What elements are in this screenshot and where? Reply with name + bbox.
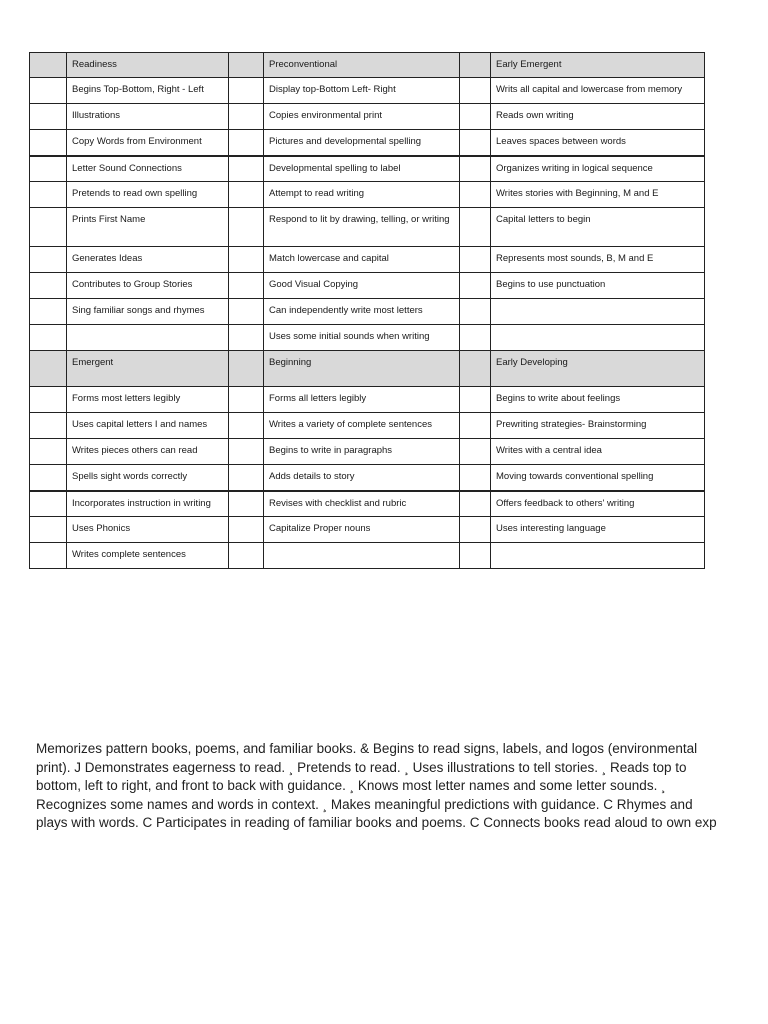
table-row <box>30 517 705 543</box>
checkbox-cell <box>30 439 67 465</box>
skill-cell: Uses interesting language <box>491 517 705 543</box>
skill-cell: Begins to write about feelings <box>491 387 705 413</box>
checkbox-cell <box>229 439 264 465</box>
reading-behaviors-paragraph: Memorizes pattern books, poems, and familiar books. & Begins to read signs, labels, and logos (environmental print). J Demonstrates eagerness to read. ¸ Pretends to read. ¸ Uses illustrations to tell stories. ¸ Reads top to bottom, left to right, and front to back with guidance. ¸ Knows most letter names and some letter sounds. ¸ Recognizes some names and words in context. ¸ Makes meaningful predictions with guidance. C Rhymes and plays with words. C Participates in reading of familiar books and poems. C Connects books read aloud to own exp <box>36 741 717 830</box>
checkbox-cell <box>460 517 491 543</box>
skill-cell: Match lowercase and capital <box>264 247 460 273</box>
checkbox-cell <box>229 208 264 247</box>
checkbox-cell <box>30 517 67 543</box>
checkbox-cell <box>460 273 491 299</box>
skill-cell: Begins Top-Bottom, Right - Left <box>67 78 229 104</box>
checkbox-cell <box>30 273 67 299</box>
checkbox-cell <box>229 517 264 543</box>
skill-cell: Writes pieces others can read <box>67 439 229 465</box>
skill-cell: Adds details to story <box>264 465 460 491</box>
checkbox-cell <box>460 156 491 182</box>
table-row <box>30 208 705 247</box>
table-row <box>30 156 705 182</box>
skill-cell: Letter Sound Connections <box>67 156 229 182</box>
checkbox-cell <box>229 156 264 182</box>
stage-heading: Emergent <box>67 351 229 387</box>
checkbox-cell <box>229 130 264 156</box>
checkbox-cell <box>30 208 67 247</box>
skill-cell: Prints First Name <box>67 208 229 247</box>
checkbox-cell <box>229 351 264 387</box>
skill-cell: Can independently write most letters <box>264 299 460 325</box>
skill-cell: Reads own writing <box>491 104 705 130</box>
skill-cell: Uses capital letters I and names <box>67 413 229 439</box>
table-row <box>30 439 705 465</box>
checkbox-cell <box>229 465 264 491</box>
checkbox-cell <box>229 273 264 299</box>
checkbox-cell <box>460 104 491 130</box>
table-row <box>30 182 705 208</box>
checkbox-cell <box>30 325 67 351</box>
stage-heading: Preconventional <box>264 53 460 78</box>
skill-cell: Developmental spelling to label <box>264 156 460 182</box>
skill-cell: Begins to write in paragraphs <box>264 439 460 465</box>
checkbox-cell <box>460 130 491 156</box>
skill-cell: Prewriting strategies- Brainstorming <box>491 413 705 439</box>
skill-cell: Respond to lit by drawing, telling, or writing <box>264 208 460 247</box>
checkbox-cell <box>30 130 67 156</box>
checkbox-cell <box>460 299 491 325</box>
checkbox-cell <box>460 491 491 517</box>
checkbox-cell <box>30 413 67 439</box>
table-row <box>30 273 705 299</box>
checkbox-cell <box>30 78 67 104</box>
checkbox-cell <box>30 351 67 387</box>
checkbox-cell <box>229 413 264 439</box>
checkbox-cell <box>30 247 67 273</box>
skill-cell: Writes a variety of complete sentences <box>264 413 460 439</box>
skill-cell: Generates Ideas <box>67 247 229 273</box>
table-row <box>30 299 705 325</box>
skill-cell: Incorporates instruction in writing <box>67 491 229 517</box>
checkbox-cell <box>460 543 491 569</box>
skill-cell: Contributes to Group Stories <box>67 273 229 299</box>
checkbox-cell <box>229 491 264 517</box>
skill-cell: Copies environmental print <box>264 104 460 130</box>
skill-cell: Uses Phonics <box>67 517 229 543</box>
checkbox-cell <box>460 247 491 273</box>
checkbox-cell <box>229 182 264 208</box>
skill-cell: Writes stories with Beginning, M and E <box>491 182 705 208</box>
table-row <box>30 465 705 491</box>
checkbox-cell <box>229 387 264 413</box>
skill-cell: Organizes writing in logical sequence <box>491 156 705 182</box>
checkbox-cell <box>30 156 67 182</box>
skill-cell: Spells sight words correctly <box>67 465 229 491</box>
skill-cell: Sing familiar songs and rhymes <box>67 299 229 325</box>
checkbox-cell <box>460 53 491 78</box>
checkbox-cell <box>460 208 491 247</box>
checkbox-cell <box>229 299 264 325</box>
table-row <box>30 130 705 156</box>
checkbox-cell <box>460 387 491 413</box>
checkbox-cell <box>460 439 491 465</box>
checkbox-cell <box>30 104 67 130</box>
checkbox-cell <box>229 325 264 351</box>
table-row <box>30 387 705 413</box>
table-row <box>30 247 705 273</box>
skill-cell: Writes with a central idea <box>491 439 705 465</box>
checkbox-cell <box>460 325 491 351</box>
skill-cell <box>491 325 705 351</box>
skill-cell: Forms most letters legibly <box>67 387 229 413</box>
skill-cell <box>264 543 460 569</box>
skill-cell: Capital letters to begin <box>491 208 705 247</box>
skill-cell: Attempt to read writing <box>264 182 460 208</box>
checkbox-cell <box>460 78 491 104</box>
checkbox-cell <box>30 299 67 325</box>
table-row <box>30 543 705 569</box>
stage-heading: Beginning <box>264 351 460 387</box>
skill-cell: Pretends to read own spelling <box>67 182 229 208</box>
checkbox-cell <box>30 53 67 78</box>
checkbox-cell <box>30 465 67 491</box>
checkbox-cell <box>30 491 67 517</box>
checkbox-cell <box>460 351 491 387</box>
skill-cell: Leaves spaces between words <box>491 130 705 156</box>
checkbox-cell <box>460 182 491 208</box>
checkbox-cell <box>30 387 67 413</box>
checkbox-cell <box>30 543 67 569</box>
table-row <box>30 78 705 104</box>
skill-cell: Offers feedback to others' writing <box>491 491 705 517</box>
skill-cell <box>491 543 705 569</box>
writing-stages-table <box>29 52 705 569</box>
skill-cell: Begins to use punctuation <box>491 273 705 299</box>
skill-cell: Good Visual Copying <box>264 273 460 299</box>
table-row <box>30 104 705 130</box>
skill-cell: Writes complete sentences <box>67 543 229 569</box>
skill-cell: Uses some initial sounds when writing <box>264 325 460 351</box>
table-header-row <box>30 351 705 387</box>
checkbox-cell <box>229 78 264 104</box>
skill-cell <box>491 299 705 325</box>
stage-heading: Early Emergent <box>491 53 705 78</box>
skill-cell: Represents most sounds, B, M and E <box>491 247 705 273</box>
checkbox-cell <box>229 53 264 78</box>
checkbox-cell <box>30 182 67 208</box>
skill-cell: Forms all letters legibly <box>264 387 460 413</box>
skill-cell: Pictures and developmental spelling <box>264 130 460 156</box>
skill-cell: Writs all capital and lowercase from memory <box>491 78 705 104</box>
skill-cell <box>67 325 229 351</box>
table-header-row <box>30 53 705 78</box>
table-row <box>30 325 705 351</box>
checkbox-cell <box>460 413 491 439</box>
checkbox-cell <box>460 465 491 491</box>
skill-cell: Display top-Bottom Left- Right <box>264 78 460 104</box>
skill-cell: Illustrations <box>67 104 229 130</box>
stage-heading: Early Developing <box>491 351 705 387</box>
skill-cell: Moving towards conventional spelling <box>491 465 705 491</box>
skill-cell: Revises with checklist and rubric <box>264 491 460 517</box>
checkbox-cell <box>229 247 264 273</box>
table-row <box>30 491 705 517</box>
skill-cell: Capitalize Proper nouns <box>264 517 460 543</box>
checkbox-cell <box>229 543 264 569</box>
table-row <box>30 413 705 439</box>
skill-cell: Copy Words from Environment <box>67 130 229 156</box>
stage-heading: Readiness <box>67 53 229 78</box>
checkbox-cell <box>229 104 264 130</box>
